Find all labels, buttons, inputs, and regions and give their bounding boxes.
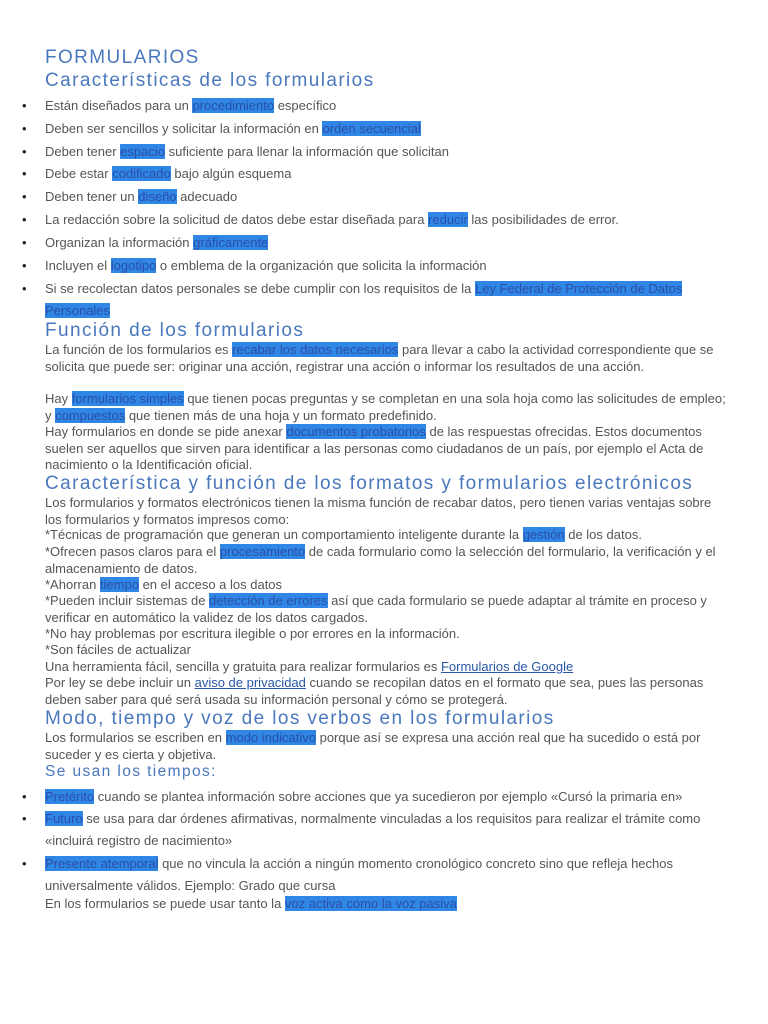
paragraph: Los formularios se escriben en modo indicativo porque así se expresa una acción real que ha sucedido o está por suceder y es cierta y objetiva. — [45, 730, 701, 762]
paragraph: Una herramienta fácil, sencilla y gratuita para realizar formularios es Formularios de Google — [45, 659, 574, 674]
list-item: • Deben ser sencillos y solicitar la información en orden secuencial — [45, 121, 728, 138]
paragraph: *No hay problemas por escritura ilegible o por errores en la información. — [45, 626, 460, 641]
privacy-notice-link[interactable]: aviso de privacidad — [194, 675, 306, 690]
list-item: • Organizan la información gráficamente — [45, 235, 728, 252]
list-item: • La redacción sobre la solicitud de datos debe estar diseñada para reducir las posibilidades de error. — [45, 212, 728, 229]
google-forms-link[interactable]: Formularios de Google — [440, 659, 574, 674]
paragraph: *Pueden incluir sistemas de detección de errores así que cada formulario se puede adaptar al trámite en proceso y verificar en automático la validez de los datos cargados. — [45, 593, 707, 625]
list-item: • Debe estar codificado bajo algún esquema — [45, 166, 728, 183]
section-heading-verbos: Modo, tiempo y voz de los verbos en los formularios — [45, 708, 555, 729]
paragraph: Los formularios y formatos electrónicos tienen la misma función de recabar datos, pero tienen varias ventajas sobre los formularios y formatos impresos como: — [45, 495, 712, 527]
paragraph: *Ofrecen pasos claros para el procesamiento de cada formulario como la selección del formulario, la verificación y el almacenamiento de datos. — [45, 544, 716, 576]
list-item: • Incluyen el logotipo o emblema de la organización que solicita la información — [45, 258, 728, 275]
paragraph: Hay formularios en donde se pide anexar documentos probatorios de las respuestas ofrecidas. Estos documentos suelen ser aquellos que sirven para identificar a las personas como ciudadanos de un país, por ejemplo el Acta de nacimiento o la Identificación oficial. — [45, 424, 704, 472]
list-item: • Presente atemporal que no vincula la acción a ningún momento cronológico concreto sino que refleja hechos universalmente válidos. Ejemplo: Grado que cursa — [45, 853, 728, 897]
document-title: FORMULARIOS — [45, 47, 200, 68]
section-heading-funcion: Función de los formularios — [45, 320, 305, 341]
list-item: • Están diseñados para un procedimiento específico — [45, 98, 728, 115]
paragraph: *Técnicas de programación que generan un comportamiento inteligente durante la gestión de los datos. — [45, 527, 642, 542]
section-heading-electronicos: Característica y función de los formatos y formularios electrónicos — [45, 473, 694, 494]
paragraph: En los formularios se puede usar tanto la voz activa como la voz pasiva — [45, 896, 457, 911]
list-item: • Deben tener espacio suficiente para llenar la información que solicitan — [45, 144, 728, 161]
paragraph: *Son fáciles de actualizar — [45, 642, 191, 657]
subheading-tiempos: Se usan los tiempos: — [45, 763, 217, 780]
list-item: • Futuro se usa para dar órdenes afirmativas, normalmente vinculadas a los requisitos para realizar el trámite como «incluirá registro de nacimiento» — [45, 808, 728, 852]
paragraph: *Ahorran tiempo en el acceso a los datos — [45, 577, 283, 592]
section-heading-caracteristicas: Características de los formularios — [45, 70, 375, 91]
paragraph: La función de los formularios es recabar los datos necesarios para llevar a cabo la actividad correspondiente que se solicita que puede ser: originar una acción, registrar una acción o informar los resultados de una acción. — [45, 342, 714, 374]
list-item: • Deben tener un diseño adecuado — [45, 189, 728, 206]
list-item: • Si se recolectan datos personales se debe cumplir con los requisitos de la Ley Federal de Protección de Datos Personales — [45, 278, 728, 322]
list-item: • Pretérito cuando se plantea información sobre acciones que ya sucedieron por ejemplo «Cursó la primaria en» — [45, 789, 728, 806]
paragraph: Hay formularios simples que tienen pocas preguntas y se completan en una sola hoja como las solicitudes de empleo; y compuestos que tienen más de una hoja y un formato predefinido. — [45, 391, 726, 423]
paragraph: Por ley se debe incluir un aviso de privacidad cuando se recopilan datos en el formato que sea, pues las personas deben saber para qué será usada su información personal y cómo se protegerá. — [45, 675, 704, 707]
